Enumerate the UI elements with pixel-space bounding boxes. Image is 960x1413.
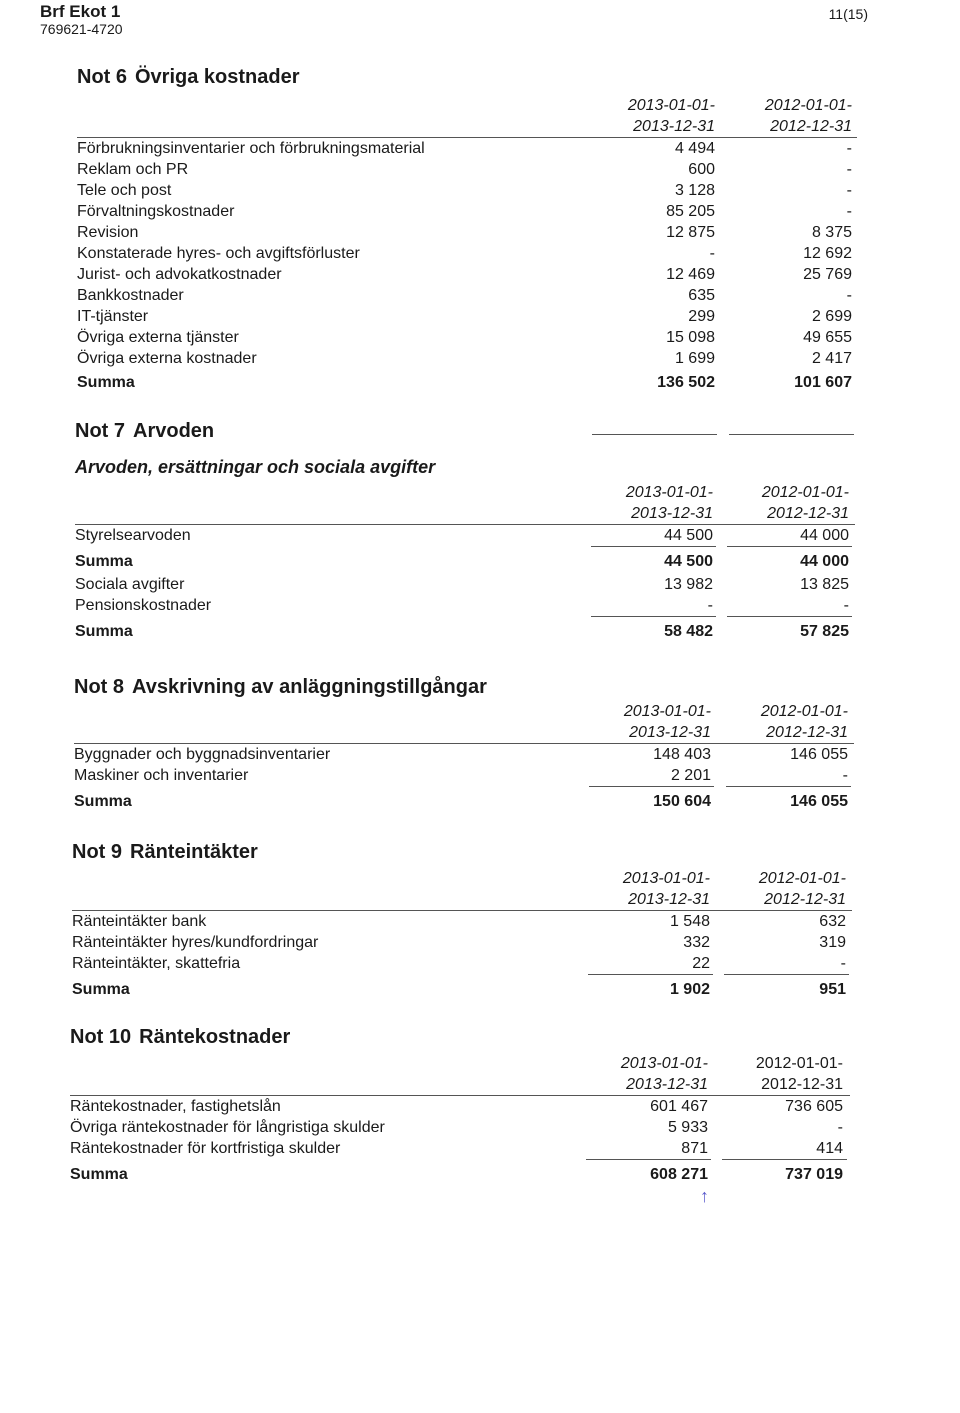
row-label: Bankkostnader (77, 287, 184, 304)
org-number: 769621-4720 (40, 21, 123, 37)
table-row (77, 327, 857, 348)
value-2012: 8 375 (811, 224, 852, 241)
value-2013: 4 494 (674, 140, 715, 157)
sum-row (72, 976, 852, 1002)
sum-rule (727, 546, 852, 547)
table-row (72, 911, 852, 932)
note-8-column-header: 2013-01-01- 2013-12-31 2012-01-01- 2012-12-31 (623, 703, 848, 741)
value-2012: 49 655 (803, 329, 852, 346)
value-2013: 332 (683, 934, 710, 951)
value-2012: 57 825 (800, 623, 849, 640)
row-label: Reklam och PR (77, 161, 189, 178)
value-2012: - (840, 955, 846, 972)
value-2012: - (846, 287, 852, 304)
table-row (74, 765, 854, 786)
value-2012: 101 607 (794, 374, 852, 391)
sum-rule (586, 1159, 711, 1160)
row-label: Jurist- och advokatkostnader (77, 266, 282, 283)
value-2012: 414 (816, 1140, 843, 1157)
sum-rule (591, 546, 716, 547)
table-row (77, 306, 857, 327)
value-2012: 13 825 (800, 576, 849, 593)
table-row (77, 264, 857, 285)
sum-row (77, 369, 857, 395)
row-label: Ränteintäkter, skattefria (72, 955, 241, 972)
table-row (72, 953, 852, 974)
value-2012: 44 000 (800, 553, 849, 570)
table-row (75, 595, 855, 616)
table-row (77, 159, 857, 180)
note-7-section (75, 420, 855, 644)
row-label: Ränteintäkter bank (72, 913, 207, 930)
sum-row (74, 788, 854, 814)
row-label: Summa (70, 1166, 128, 1183)
company-name: Brf Ekot 1 (40, 2, 121, 21)
value-2013: 2 201 (670, 767, 711, 784)
sum-row (70, 1161, 850, 1187)
value-2012: 736 605 (785, 1098, 843, 1115)
value-2013: 5 933 (667, 1119, 708, 1136)
note-9-section (72, 841, 852, 1002)
table-row (70, 1117, 850, 1138)
table-row (74, 744, 854, 765)
value-2013: 600 (688, 161, 715, 178)
table-row (77, 348, 857, 369)
sum-rule (722, 1159, 847, 1160)
value-2013: 44 500 (664, 527, 713, 544)
row-label: Summa (75, 553, 133, 570)
value-2012: 146 055 (790, 793, 848, 810)
note-10-section (70, 1026, 850, 1187)
value-2012: - (846, 161, 852, 178)
value-2012: 632 (819, 913, 846, 930)
value-2013: - (707, 597, 713, 614)
table-row (77, 180, 857, 201)
note-6-column-header: 2013-01-01- 2013-12-31 2012-01-01- 2012-12-31 (627, 97, 852, 135)
note-7-heading: Not 7 Arvoden (75, 420, 215, 442)
row-label: Summa (77, 374, 135, 391)
note-7-subtitle: Arvoden, ersättningar och sociala avgifter (75, 457, 436, 477)
row-label: Ränteintäkter hyres/kundfordringar (72, 934, 319, 951)
table-row (77, 285, 857, 306)
value-2012: - (846, 203, 852, 220)
sum-rule (589, 786, 714, 787)
table-row (77, 201, 857, 222)
value-2013: 1 548 (669, 913, 710, 930)
value-2013: 13 982 (664, 576, 713, 593)
value-2013: 601 467 (650, 1098, 708, 1115)
table-row (75, 525, 855, 546)
handwritten-mark: ↑ (700, 1186, 709, 1206)
note-6-heading: Not 6 Övriga kostnader (77, 66, 300, 88)
note-8-section (74, 676, 854, 814)
value-2012: - (837, 1119, 843, 1136)
row-label: Summa (74, 793, 132, 810)
value-2013: 150 604 (653, 793, 711, 810)
table-row (70, 1138, 850, 1159)
value-2013: 1 699 (674, 350, 715, 367)
sum-row (75, 548, 855, 574)
note-10-heading: Not 10 Räntekostnader (70, 1026, 291, 1048)
row-label: Övriga externa tjänster (77, 329, 239, 346)
value-2012: 2 699 (811, 308, 852, 325)
value-2012: 146 055 (790, 746, 848, 763)
row-label: Förbrukningsinventarier och förbrukningsmaterial (77, 140, 425, 157)
value-2013: 85 205 (666, 203, 715, 220)
table-row (77, 222, 857, 243)
value-2012: 25 769 (803, 266, 852, 283)
sum-rule (588, 974, 713, 975)
value-2013: 148 403 (653, 746, 711, 763)
note-6-section (77, 66, 857, 395)
note-10-column-header: 2013-01-01- 2013-12-31 2012-01-01- 2012-12-31 (620, 1055, 843, 1093)
value-2013: 871 (681, 1140, 708, 1157)
page-number: 11(15) (828, 6, 868, 22)
value-2012: 319 (819, 934, 846, 951)
sum-rule (726, 786, 851, 787)
row-label: Konstaterade hyres- och avgiftsförluster (77, 245, 360, 262)
value-2012: 737 019 (785, 1166, 843, 1183)
row-label: Maskiner och inventarier (74, 767, 249, 784)
row-label: Tele och post (77, 182, 172, 199)
row-label: Räntekostnader för kortfristiga skulder (70, 1140, 341, 1157)
table-row (75, 574, 855, 595)
sum-rule (591, 616, 716, 617)
value-2012: 44 000 (800, 527, 849, 544)
row-label: Styrelsearvoden (75, 527, 191, 544)
row-label: IT-tjänster (77, 308, 149, 325)
value-2012: - (843, 597, 849, 614)
note-9-heading: Not 9 Ränteintäkter (72, 841, 258, 863)
value-2012: 2 417 (811, 350, 852, 367)
value-2013: 15 098 (666, 329, 715, 346)
row-label: Övriga räntekostnader för långristiga skulder (70, 1119, 385, 1136)
table-row (70, 1096, 850, 1117)
sum-rule (727, 616, 852, 617)
value-2012: - (846, 140, 852, 157)
note-8-heading: Not 8 Avskrivning av anläggningstillgångar (74, 676, 487, 698)
table-row (77, 243, 857, 264)
row-label: Revision (77, 224, 139, 241)
value-2012: 12 692 (803, 245, 852, 262)
value-2013: 299 (688, 308, 715, 325)
value-2013: 608 271 (650, 1166, 708, 1183)
table-row (77, 138, 857, 159)
value-2012: - (842, 767, 848, 784)
row-label: Övriga externa kostnader (77, 350, 257, 367)
sum-row (75, 618, 855, 644)
value-2013: - (709, 245, 715, 262)
note-7-column-header: 2013-01-01- 2013-12-31 2012-01-01- 2012-12-31 (625, 484, 849, 522)
row-label: Byggnader och byggnadsinventarier (74, 746, 331, 763)
value-2013: 22 (692, 955, 710, 972)
table-row (72, 932, 852, 953)
value-2013: 12 469 (666, 266, 715, 283)
value-2013: 635 (688, 287, 715, 304)
row-label: Räntekostnader, fastighetslån (70, 1098, 281, 1115)
note-9-column-header: 2013-01-01- 2013-12-31 2012-01-01- 2012-12-31 (622, 870, 846, 908)
value-2013: 3 128 (674, 182, 715, 199)
row-label: Sociala avgifter (75, 576, 185, 593)
value-2012: - (846, 182, 852, 199)
sum-rule (724, 974, 849, 975)
value-2013: 1 902 (669, 981, 710, 998)
value-2012: 951 (819, 981, 846, 998)
row-label: Summa (75, 623, 133, 640)
value-2013: 58 482 (664, 623, 713, 640)
row-label: Förvaltningskostnader (77, 203, 235, 220)
value-2013: 12 875 (666, 224, 715, 241)
row-label: Pensionskostnader (75, 597, 212, 614)
value-2013: 44 500 (664, 553, 713, 570)
value-2013: 136 502 (657, 374, 715, 391)
row-label: Summa (72, 981, 130, 998)
